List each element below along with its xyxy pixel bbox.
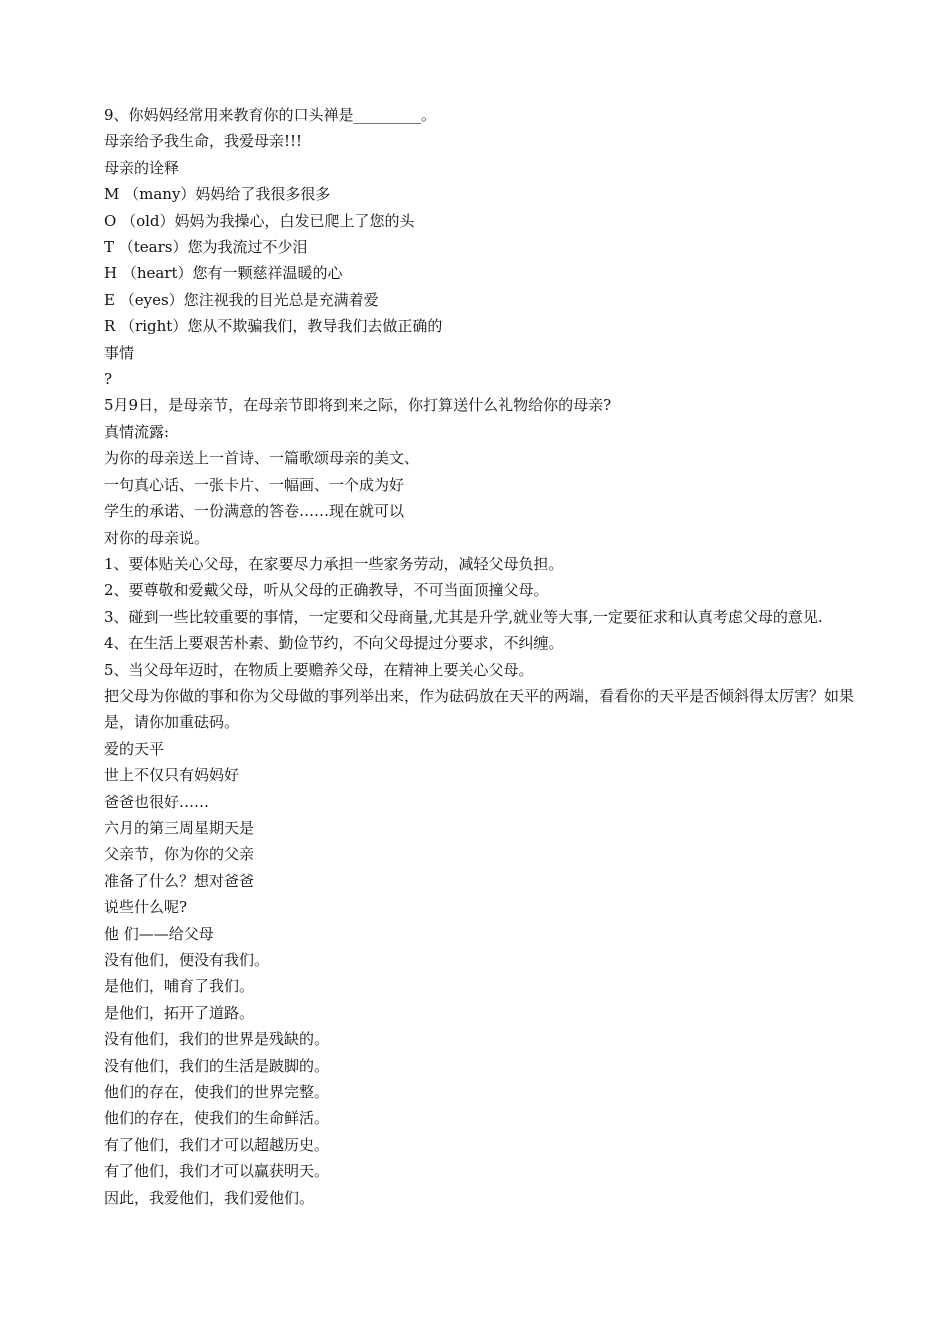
poem-line: 没有他们，我们的世界是残缺的。: [104, 1030, 330, 1049]
text-line: 父亲节，你为你的父亲: [104, 845, 255, 864]
section-heading: 爱的天平: [104, 739, 165, 758]
poem-line: 有了他们，我们才可以赢获明天。: [104, 1162, 330, 1181]
text-line: 母亲给予我生命，我爱母亲!!!: [104, 132, 303, 151]
text-line: 六月的第三周星期天是: [104, 818, 255, 837]
poem-line: 他们的存在，使我们的生命鲜活。: [104, 1109, 330, 1128]
poem-line: 没有他们，便没有我们。: [104, 951, 270, 969]
text-line: 准备了什么？想对爸爸: [104, 871, 255, 890]
list-item-3: 3、碰到一些比较重要的事情，一定要和父母商量,尤其是升学,就业等大事,一定要征求和认真考虑父母的意见.: [104, 607, 823, 626]
list-item-1: 1、要体贴关心父母，在家要尽力承担一些家务劳动，减轻父母负担。: [104, 554, 564, 573]
text-line: 5月9日，是母亲节，在母亲节即将到来之际，你打算送什么礼物给你的母亲?: [104, 396, 612, 415]
poem-line: 因此，我爱他们，我们爱他们。: [104, 1188, 315, 1207]
section-heading: 母亲的诠释: [104, 158, 180, 177]
mother-letter-r: R （right）您从不欺骗我们，教导我们去做正确的: [104, 317, 443, 336]
mother-letter-h: H （heart）您有一颗慈祥温暖的心: [104, 264, 343, 283]
text-line: 一句真心话、一张卡片、一幅画、一个成为好: [104, 475, 405, 494]
list-item-2: 2、要尊敬和爱戴父母，听从父母的正确教导，不可当面顶撞父母。: [104, 581, 549, 600]
document-page: [104, 102, 864, 1211]
text-paragraph: 把父母为你做的事和你为父母做的事列举出来，作为砝码放在天平的两端，看看你的天平是否倾斜得太厉害？如果是，请你加重砝码。: [104, 686, 855, 732]
text-line: 学生的承诺、一份满意的答卷……现在就可以: [104, 502, 405, 521]
poem-line: 没有他们，我们的生活是跛脚的。: [104, 1056, 330, 1075]
mother-letter-o: O （old）妈妈为我操心，白发已爬上了您的头: [104, 211, 415, 230]
text-line: 对你的母亲说。: [104, 528, 210, 547]
poem-line: 有了他们，我们才可以超越历史。: [104, 1135, 330, 1154]
text-line: 说些什么呢?: [104, 898, 188, 917]
text-line: 世上不仅只有妈妈好: [104, 766, 240, 785]
poem-line: 是他们，哺育了我们。: [104, 977, 255, 996]
text-line: 真情流露:: [104, 422, 170, 441]
poem-title: 他 们——给父母: [104, 924, 214, 943]
poem-line: 是他们，拓开了道路。: [104, 1003, 255, 1022]
list-item-5: 5、当父母年迈时，在物质上要赡养父母，在精神上要关心父母。: [104, 660, 534, 679]
mother-letter-e: E （eyes）您注视我的目光总是充满着爱: [104, 290, 379, 309]
mother-letter-m: M （many）妈妈给了我很多很多: [104, 185, 331, 204]
text-line: ?: [104, 370, 113, 389]
text-line: 事情: [104, 343, 135, 362]
text-line: 爸爸也很好……: [104, 792, 210, 811]
poem-line: 他们的存在，使我们的世界完整。: [104, 1083, 330, 1102]
mother-letter-t: T （tears）您为我流过不少泪: [104, 238, 308, 257]
question-9: 9、你妈妈经常用来教育你的口头禅是_________。: [104, 106, 437, 124]
list-item-4: 4、在生活上要艰苦朴素、勤俭节约，不向父母提过分要求，不纠缠。: [104, 634, 564, 653]
text-line: 为你的母亲送上一首诗、一篇歌颂母亲的美文、: [104, 449, 420, 468]
